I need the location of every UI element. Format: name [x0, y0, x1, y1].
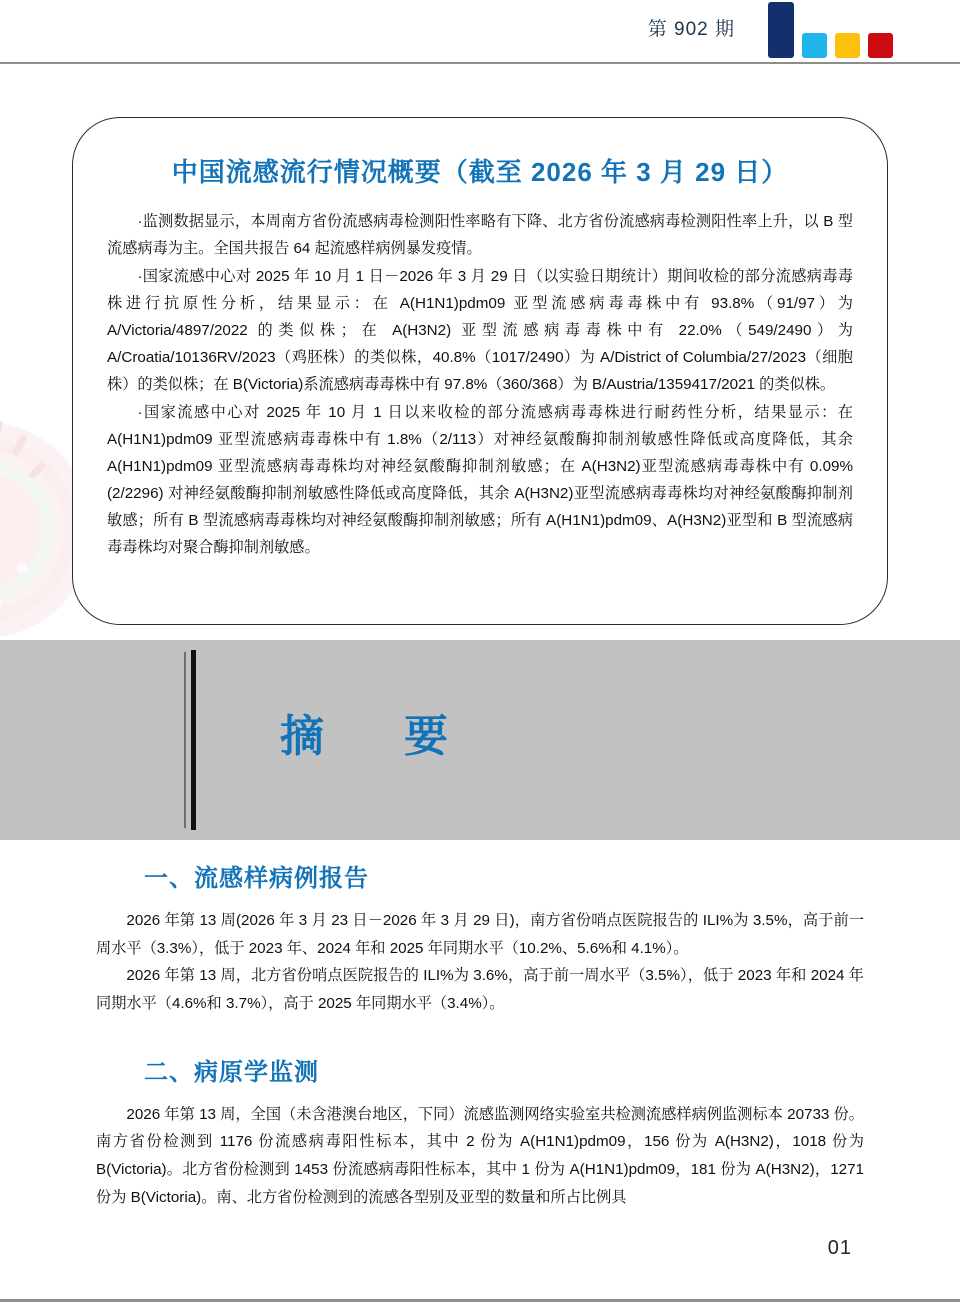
section-heading-etiological-surveillance: 二、病原学监测: [144, 1058, 319, 1086]
header-divider-rule: [0, 62, 960, 64]
page-header: [0, 0, 960, 66]
abstract-rule-thin: [184, 652, 186, 828]
header-bar-navy: [768, 2, 794, 58]
issue-number-label: 第 902 期: [647, 19, 735, 40]
section-heading-ili-report: 一、流感样病例报告: [144, 865, 369, 892]
body-content: [96, 858, 864, 1211]
section-1-paragraph-north: 2026 年第 13 周，北方省份哨点医院报告的 ILI%为 3.6%，高于前一周水平（3.5%），低于 2023 年和 2024 年同期水平（4.6%和 3.7%），高于 2025 年同期水平（3.4%）。: [96, 967, 864, 1012]
abstract-section-title: 摘 要: [280, 712, 466, 761]
abstract-section-band: [0, 640, 960, 840]
section-1-paragraph-south: 2026 年第 13 周(2026 年 3 月 23 日－2026 年 3 月 29 日)，南方省份哨点医院报告的 ILI%为 3.5%，高于前一周水平（3.3%），低于 2023 年、2024 年和 2025 年同期水平（10.2%、5.6%和 4.1%）。: [96, 912, 864, 957]
summary-paragraph-antigenic: ·国家流感中心对 2025 年 10 月 1 日－2026 年 3 月 29 日（以实验日期统计）期间收检的部分流感病毒毒株进行抗原性分析，结果显示：在 A(H1N1)pdm09 亚型流感病毒毒株中有 93.8%（91/97）为 A/Victoria/4897/2022 的类似株；在 A(H3N2) 亚型流感病毒毒株中有 22.0%（549/2490）为 A/Croatia/10136RV/2023（鸡胚株）的类似株，40.8%（1017/2490）为 A/District of Columbia/27/2023（细胞株）的类似株；在 B(Victoria)系流感病毒毒株中有 97.8%（360/368）为 B/Austria/1359417/2021 的类似株。: [107, 267, 853, 394]
abstract-rule-thick: [191, 650, 196, 830]
header-bar-amber: [835, 33, 860, 58]
summary-paragraph-resistance: ·国家流感中心对 2025 年 10 月 1 日以来收检的部分流感病毒毒株进行耐药性分析，结果显示：在 A(H1N1)pdm09 亚型流感病毒毒株中有 1.8%（2/113）对神经氨酸酶抑制剂敏感性降低或高度降低，其余 A(H1N1)pdm09 亚型流感病毒毒株均对神经氨酸酶抑制剂敏感；在 A(H3N2)亚型流感病毒毒株中有 0.09%(2/2296) 对神经氨酸酶抑制剂敏感性降低或高度降低，其余 A(H3N2)亚型流感病毒毒株均对神经氨酸酶抑制剂敏感；所有 B 型流感病毒毒株均对神经氨酸酶抑制剂敏感；所有 A(H1N1)pdm09、A(H3N2)亚型和 B 型流感病毒毒株均对聚合酶抑制剂敏感。: [107, 404, 853, 557]
page-number: 01: [827, 1237, 852, 1259]
header-bar-cyan: [802, 33, 827, 58]
section-2-paragraph-specimens: 2026 年第 13 周，全国（未含港澳台地区，下同）流感监测网络实验室共检测流感样病例监测标本 20733 份。南方省份检测到 1176 份流感病毒阳性标本，其中 2 份为 A(H1N1)pdm09，156 份为 A(H3N2)，1018 份为 B(Victoria)。北方省份检测到 1453 份流感病毒阳性标本，其中 1 份为 A(H1N1)pdm09，181 份为 A(H3N2)，1271 份为 B(Victoria)。南、北方省份检测到的流感各型别及亚型的数量和所占比例具: [96, 1105, 864, 1206]
summary-card-title: 中国流感流行情况概要（截至 2026 年 3 月 29 日）: [171, 157, 789, 187]
summary-card: [72, 117, 888, 625]
summary-paragraph-surveillance: ·监测数据显示，本周南方省份流感病毒检测阳性率略有下降、北方省份流感病毒检测阳性率上升，以 B 型流感病毒为主。全国共报告 64 起流感样病例暴发疫情。: [107, 212, 853, 257]
header-bar-red: [868, 33, 893, 58]
